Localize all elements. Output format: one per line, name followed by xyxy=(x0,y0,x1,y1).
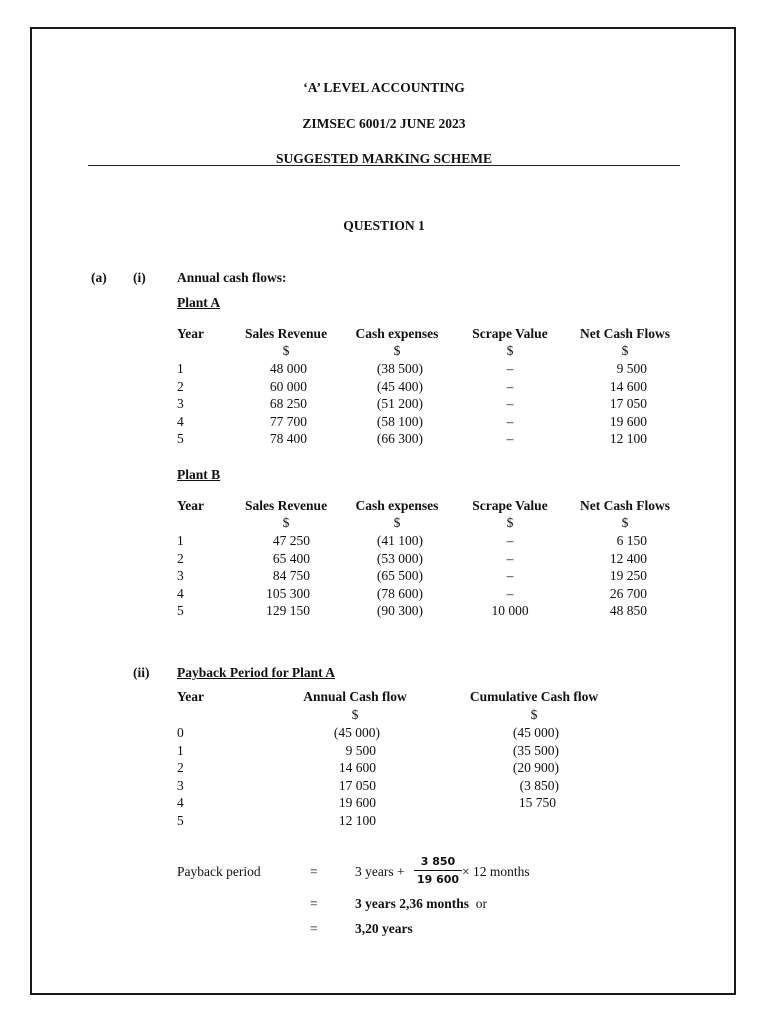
plant-a-header-net: Net Cash Flows xyxy=(580,326,670,341)
equals-sign: = xyxy=(310,921,318,936)
part-a-label: (a) xyxy=(91,270,107,285)
plant-a-scrape: – xyxy=(506,378,514,394)
fraction-denominator: 19 600 xyxy=(416,873,460,886)
plant-a-header-sales: Sales Revenue xyxy=(244,326,328,341)
plant-b-sales: 105 300 xyxy=(266,585,310,601)
payback-year: 0 xyxy=(177,725,184,740)
plant-b-unit-expenses: $ xyxy=(393,515,401,530)
plant-a-unit-expenses: $ xyxy=(393,343,401,358)
plant-a-header-expenses: Cash expenses xyxy=(355,326,439,341)
payback-result-or: or xyxy=(475,896,487,911)
payback-cumulative: (45 000) xyxy=(512,725,559,740)
payback-result-line xyxy=(355,896,487,912)
plant-a-scrape: – xyxy=(506,431,514,446)
plant-a-expenses: (51 200) xyxy=(376,396,423,411)
plant-b-expenses: (53 000) xyxy=(376,550,423,566)
plant-a-expenses: (38 500) xyxy=(376,361,423,376)
payback-year: 5 xyxy=(177,812,184,828)
plant-a-year: 5 xyxy=(177,431,184,446)
plant-b-expenses: (78 600) xyxy=(376,585,423,601)
plant-b-net: 6 150 xyxy=(616,533,647,548)
plant-b-expenses: (90 300) xyxy=(376,603,423,618)
plant-b-header-year: Year xyxy=(177,498,204,513)
payback-cumulative: (20 900) xyxy=(512,760,559,775)
plant-b-year: 5 xyxy=(177,603,184,618)
payback-heading: Payback Period for Plant A xyxy=(177,665,335,680)
payback-header-year: Year xyxy=(177,689,204,704)
plant-a-unit-net: $ xyxy=(621,343,629,358)
plant-a-unit-sales: $ xyxy=(282,343,290,358)
payback-result-years: 3,20 years xyxy=(355,921,413,936)
payback-annual: (45 000) xyxy=(333,725,380,740)
payback-unit-annual: $ xyxy=(351,707,359,722)
payback-year: 3 xyxy=(177,777,184,793)
plant-b-scrape: – xyxy=(506,550,514,566)
payback-unit-cumulative: $ xyxy=(530,707,538,722)
payback-annual: 14 600 xyxy=(338,760,376,775)
plant-b-net: 19 250 xyxy=(609,568,647,583)
plant-b-net: 48 850 xyxy=(609,603,647,618)
payback-result-months: 3 years 2,36 months xyxy=(355,896,469,911)
header-rule xyxy=(88,165,680,166)
payback-year: 2 xyxy=(177,760,184,775)
plant-b-sales: 84 750 xyxy=(272,568,310,583)
question-heading: QUESTION 1 xyxy=(343,218,425,233)
plant-b-year: 1 xyxy=(177,533,184,548)
plant-b-unit-net: $ xyxy=(621,515,629,530)
plant-b-year: 3 xyxy=(177,568,184,583)
plant-b-label: Plant B xyxy=(177,467,221,482)
plant-b-net: 26 700 xyxy=(609,585,647,601)
plant-a-expenses: (58 100) xyxy=(376,413,423,429)
plant-a-header-scrape: Scrape Value xyxy=(472,326,548,341)
payback-formula-prefix: 3 years + xyxy=(355,864,405,879)
plant-a-expenses: (45 400) xyxy=(376,378,423,394)
plant-a-unit-scrape: $ xyxy=(506,343,514,358)
payback-year: 1 xyxy=(177,742,184,758)
plant-a-year: 1 xyxy=(177,361,184,376)
plant-a-scrape: – xyxy=(506,361,514,376)
plant-b-expenses: (65 500) xyxy=(376,568,423,583)
part-i-label: (i) xyxy=(133,270,146,285)
plant-b-scrape: – xyxy=(506,568,514,583)
plant-b-unit-scrape: $ xyxy=(506,515,514,530)
plant-a-sales: 68 250 xyxy=(269,396,307,411)
plant-a-sales: 48 000 xyxy=(269,361,307,376)
payback-annual: 9 500 xyxy=(345,742,376,758)
payback-annual: 17 050 xyxy=(338,777,376,793)
plant-b-year: 2 xyxy=(177,550,184,566)
equals-sign: = xyxy=(310,896,318,911)
plant-b-scrape: 10 000 xyxy=(491,603,529,618)
plant-b-sales: 47 250 xyxy=(272,533,310,548)
plant-a-year: 3 xyxy=(177,396,184,411)
plant-a-scrape: – xyxy=(506,396,514,411)
plant-b-expenses: (41 100) xyxy=(376,533,423,548)
plant-a-header-year: Year xyxy=(177,326,204,341)
plant-a-sales: 77 700 xyxy=(269,413,307,429)
plant-a-expenses: (66 300) xyxy=(376,431,423,446)
payback-header-cumulative: Cumulative Cash flow xyxy=(469,689,599,704)
exam-code: ZIMSEC 6001/2 JUNE 2023 xyxy=(302,116,466,131)
plant-b-scrape: – xyxy=(506,585,514,601)
annual-cash-flows-heading: Annual cash flows: xyxy=(177,270,287,285)
plant-a-sales: 60 000 xyxy=(269,378,307,394)
plant-b-net: 12 400 xyxy=(609,550,647,566)
part-ii-label: (ii) xyxy=(133,665,150,680)
plant-a-scrape: – xyxy=(506,413,514,429)
plant-a-net: 12 100 xyxy=(609,431,647,446)
payback-year: 4 xyxy=(177,795,184,810)
plant-a-net: 14 600 xyxy=(609,378,647,394)
plant-a-net: 9 500 xyxy=(616,361,647,376)
plant-b-unit-sales: $ xyxy=(282,515,290,530)
doc-title: ‘A’ LEVEL ACCOUNTING xyxy=(303,80,465,95)
plant-b-header-sales: Sales Revenue xyxy=(244,498,328,513)
plant-b-header-scrape: Scrape Value xyxy=(472,498,548,513)
plant-a-net: 19 600 xyxy=(609,413,647,429)
plant-b-header-expenses: Cash expenses xyxy=(355,498,439,513)
plant-a-year: 2 xyxy=(177,378,184,394)
payback-fraction xyxy=(414,855,462,887)
fraction-numerator: 3 850 xyxy=(420,855,456,868)
plant-b-scrape: – xyxy=(506,533,514,548)
plant-a-label: Plant A xyxy=(177,295,221,310)
equals-sign: = xyxy=(310,864,318,879)
plant-a-net: 17 050 xyxy=(609,396,647,411)
payback-cumulative: (35 500) xyxy=(512,742,559,758)
plant-a-year: 4 xyxy=(177,413,184,429)
fraction-bar xyxy=(414,870,462,871)
payback-annual: 19 600 xyxy=(338,795,376,810)
payback-period-label: Payback period xyxy=(177,864,261,879)
payback-cumulative: 15 750 xyxy=(518,795,556,810)
payback-formula-suffix: × 12 months xyxy=(462,864,530,879)
payback-cumulative: (3 850) xyxy=(519,777,559,793)
plant-b-sales: 65 400 xyxy=(272,550,310,566)
plant-a-sales: 78 400 xyxy=(269,431,307,446)
plant-b-header-net: Net Cash Flows xyxy=(580,498,670,513)
payback-annual: 12 100 xyxy=(338,812,376,828)
plant-b-year: 4 xyxy=(177,585,184,601)
payback-header-annual: Annual Cash flow xyxy=(303,689,407,704)
marking-scheme-title: SUGGESTED MARKING SCHEME xyxy=(275,151,493,166)
plant-b-sales: 129 150 xyxy=(266,603,310,618)
